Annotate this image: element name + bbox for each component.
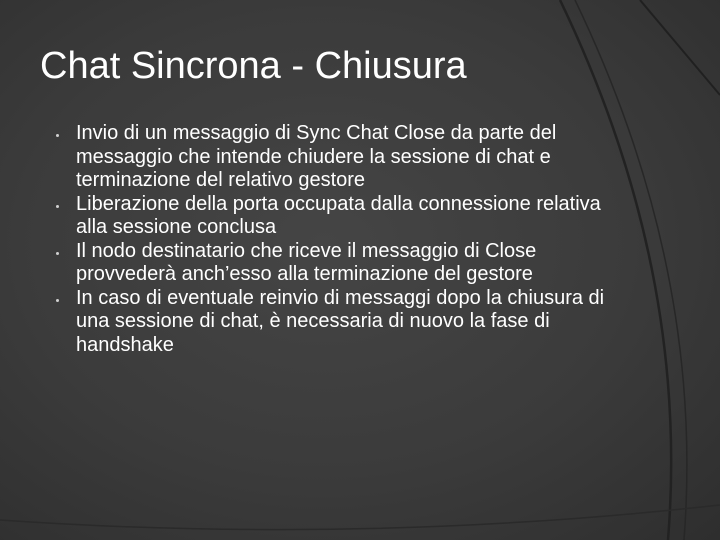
- bullet-text: Liberazione della porta occupata dalla connessione relativa alla sessione conclusa: [76, 192, 601, 238]
- bullet-item-4: [76, 287, 636, 358]
- bullet-item-3: [76, 240, 636, 287]
- decorative-line-bottom: [0, 505, 720, 530]
- bullet-item-2: [76, 193, 636, 240]
- bullet-dot-icon: [56, 299, 59, 302]
- bullet-dot-icon: [56, 205, 59, 208]
- bullet-text: Invio di un messaggio di Sync Chat Close da parte del messaggio che intende chiudere la sessione di chat e terminazione del relativo gestore: [76, 122, 557, 191]
- bullet-dot-icon: [56, 252, 59, 255]
- bullet-text: In caso di eventuale reinvio di messaggi dopo la chiusura di una sessione di chat, è necessaria di nuovo la fase di handshake: [76, 286, 605, 356]
- bullet-item-1: [76, 122, 636, 193]
- bullet-dot-icon: [56, 134, 59, 137]
- slide-title: Chat Sincrona - Chiusura: [40, 45, 467, 87]
- decorative-line-right: [640, 0, 720, 95]
- bullet-list: [76, 122, 636, 357]
- bullet-text: Il nodo destinatario che riceve il messaggio di Close provvederà anch’esso alla terminazione del gestore: [76, 239, 537, 285]
